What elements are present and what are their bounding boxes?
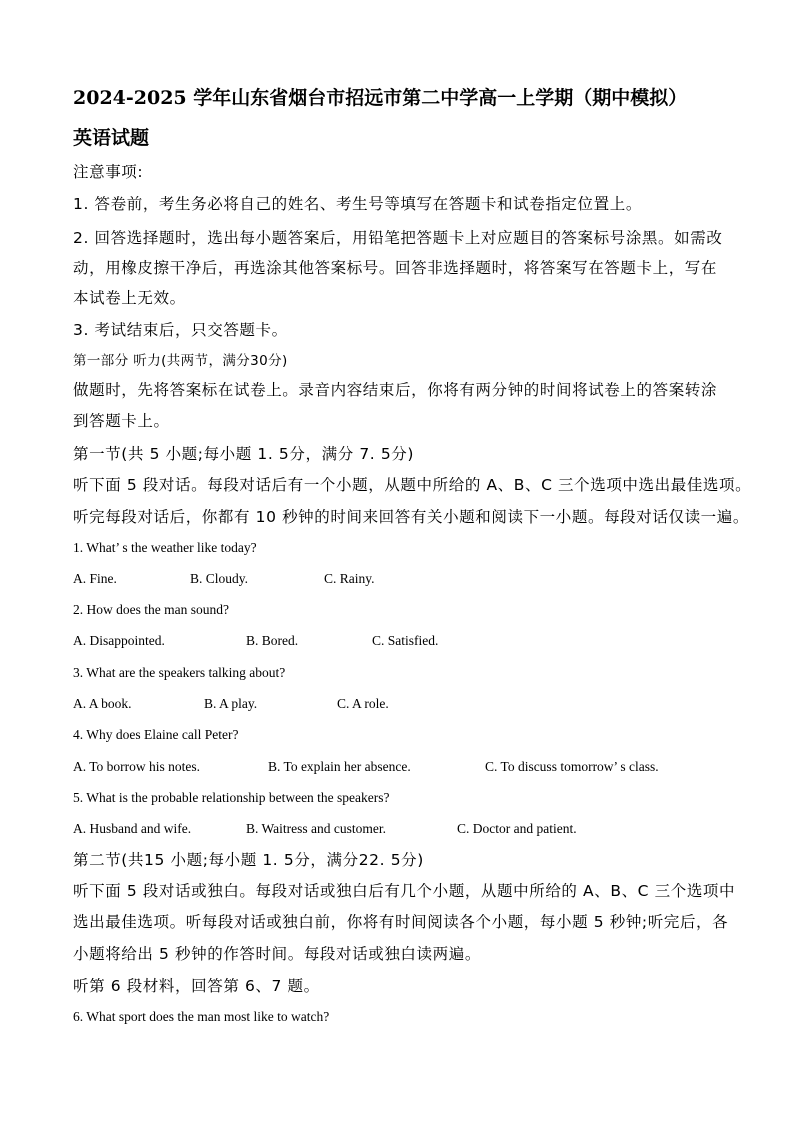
question-1-option-c: C. Rainy. xyxy=(324,571,375,586)
section1-heading: 第一节(共 5 小题;每小题 1. 5分，满分 7. 5分) xyxy=(73,445,415,463)
question-4: 4. Why does Elaine call Peter? xyxy=(73,727,239,742)
question-3: 3. What are the speakers talking about? xyxy=(73,665,286,680)
notice-item-1: 1. 答卷前，考生务必将自己的姓名、考生号等填写在答题卡和试卷指定位置上。 xyxy=(73,195,642,213)
question-1: 1. What’ s the weather like today? xyxy=(73,540,257,555)
question-5-option-c: C. Doctor and patient. xyxy=(457,821,577,836)
question-4-option-a: A. To borrow his notes. xyxy=(73,759,201,774)
question-3-option-b: B. A play. xyxy=(204,696,258,711)
question-2-option-c: C. Satisfied. xyxy=(372,633,439,648)
section1-instruction-line2: 听完每段对话后，你都有 10 秒钟的时间来回答有关小题和阅读下一小题。每段对话仅读一遍。 xyxy=(73,508,749,526)
question-4-option-b: B. To explain her absence. xyxy=(268,759,411,774)
part1-instruction-line2: 到答题卡上。 xyxy=(73,412,170,430)
question-5: 5. What is the probable relationship between the speakers? xyxy=(73,790,390,805)
question-1-option-b: B. Cloudy. xyxy=(190,571,249,586)
part1-heading: 第一部分 听力(共两节，满分30分) xyxy=(73,353,288,369)
question-2-option-b: B. Bored. xyxy=(246,633,299,648)
section1-instruction-line1: 听下面 5 段对话。每段对话后有一个小题，从题中所给的 A、B、C 三个选项中选出最佳选项。 xyxy=(73,476,752,494)
question-1-option-a: A. Fine. xyxy=(73,571,117,586)
notice-item-2-cont: 动，用橡皮擦干净后，再选涂其他答案标号。回答非选择题时，将答案写在答题卡上，写在 xyxy=(73,259,718,277)
section2-instruction-line1: 听下面 5 段对话或独白。每段对话或独白后有几个小题，从题中所给的 A、B、C 三个选项中 xyxy=(73,882,736,900)
notice-item-3: 3. 考试结束后，只交答题卡。 xyxy=(73,321,288,339)
question-4-option-c: C. To discuss tomorrow’ s class. xyxy=(485,759,659,774)
question-3-option-c: C. A role. xyxy=(337,696,389,711)
section2-instruction-line3: 小题将给出 5 秒钟的作答时间。每段对话或独白读两遍。 xyxy=(73,945,481,963)
question-5-option-b: B. Waitress and customer. xyxy=(246,821,387,836)
question-2-option-a: A. Disappointed. xyxy=(73,633,165,648)
part1-instruction-line1: 做题时，先将答案标在试卷上。录音内容结束后，你将有两分钟的时间将试卷上的答案转涂 xyxy=(73,381,718,399)
exam-title-line1: 2024-2025 学年山东省烟台市招远市第二中学高一上学期（期中模拟） xyxy=(73,87,688,109)
question-6: 6. What sport does the man most like to watch? xyxy=(73,1009,330,1024)
notice-item-2-end: 本试卷上无效。 xyxy=(73,289,186,307)
question-5-option-a: A. Husband and wife. xyxy=(73,821,192,836)
question-3-option-a: A. A book. xyxy=(73,696,132,711)
notice-heading: 注意事项: xyxy=(73,163,144,181)
section2-instruction-line2: 选出最佳选项。听每段对话或独白前，你将有时间阅读各个小题，每小题 5 秒钟;听完后，各 xyxy=(73,913,729,931)
section2-heading: 第二节(共15 小题;每小题 1. 5分，满分22. 5分) xyxy=(73,851,424,869)
exam-title-line2: 英语试题 xyxy=(73,127,150,149)
material-6-heading: 听第 6 段材料，回答第 6、7 题。 xyxy=(73,977,320,995)
question-2: 2. How does the man sound? xyxy=(73,602,229,617)
notice-item-2: 2. 回答选择题时，选出每小题答案后，用铅笔把答题卡上对应题目的答案标号涂黑。如需改 xyxy=(73,229,723,247)
